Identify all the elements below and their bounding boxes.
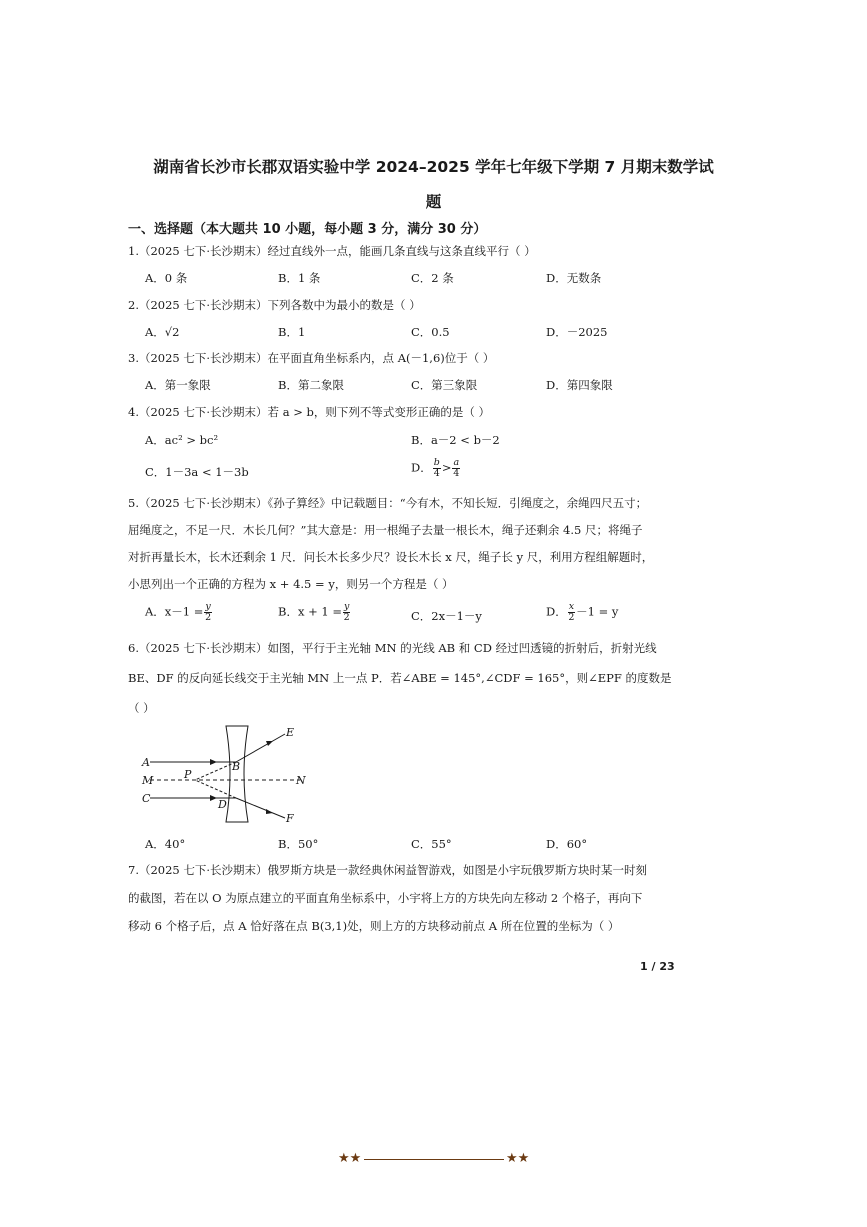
- question-5-line1: 5.（2025 七下·长沙期末）《孙子算经》中记载题目：“今有木，不知长短．引绳度之，余绳四尺五寸；: [128, 496, 648, 510]
- option-d-label: D．: [546, 604, 567, 619]
- fraction-denominator: 4: [433, 468, 440, 479]
- question-5-line4: 小思列出一个正确的方程为 x + 4.5 = y，则另一个方程是（ ）: [128, 577, 454, 591]
- question-6-option-d: D．60°: [546, 837, 588, 851]
- label-n: N: [296, 774, 306, 787]
- question-4-stem: 4.（2025 七下·长沙期末）若 a > b，则下列不等式变形正确的是（ ）: [128, 405, 491, 419]
- question-7-line2: 的截图，若在以 O 为原点建立的平面直角坐标系中，小宇将上方的方块先向左移动 2 个格子，再向下: [128, 891, 643, 905]
- ray-be: [236, 734, 285, 762]
- section-heading: 一、选择题（本大题共 10 小题，每小题 3 分，满分 30 分）: [128, 222, 487, 237]
- question-3-option-c: C．第三象限: [411, 378, 478, 392]
- question-5-option-d: [546, 602, 618, 623]
- question-4-option-c: C．1－3a < 1－3b: [145, 465, 249, 479]
- label-e: E: [286, 726, 295, 739]
- arrow-cd: [210, 795, 217, 801]
- fraction-numerator: a: [453, 457, 460, 468]
- question-2-option-d: D．－2025: [546, 325, 608, 339]
- question-5-option-b: [278, 602, 351, 623]
- question-1-option-c: C．2 条: [411, 271, 454, 285]
- arrow-ab: [210, 759, 217, 765]
- question-6-line3: （ ）: [128, 701, 155, 715]
- arrow-df: [266, 809, 273, 814]
- question-7-line1: 7.（2025 七下·长沙期末）俄罗斯方块是一款经典休闲益智游戏，如图是小宇玩俄罗斯方块时某一时刻: [128, 863, 648, 877]
- page-number: 1 / 23: [640, 960, 675, 973]
- label-p: P: [184, 768, 192, 781]
- option-a-text: A．x－1 =: [145, 604, 204, 619]
- question-4-option-a: A．ac² > bc²: [145, 433, 219, 447]
- question-3-option-b: B．第二象限: [278, 378, 344, 392]
- greater-than-sign: >: [441, 460, 452, 475]
- fraction-numerator: y: [205, 601, 211, 612]
- footer-decoration: [338, 1149, 530, 1169]
- question-4-option-d: [411, 458, 461, 479]
- question-3-option-a: A．第一象限: [145, 378, 211, 392]
- question-2-option-a: A．√2: [145, 325, 180, 339]
- ray-df: [236, 798, 285, 818]
- label-d: D: [218, 798, 227, 811]
- label-c: C: [142, 792, 151, 805]
- question-6-line2: BE、DF 的反向延长线交于主光轴 MN 上一点 P．若∠ABE = 145°,∠CDF = 165°，则∠EPF 的度数是: [128, 671, 672, 685]
- question-6-line1: 6.（2025 七下·长沙期末）如图，平行于主光轴 MN 的光线 AB 和 CD 经过凹透镜的折射后，折射光线: [128, 641, 657, 655]
- question-5-line2: 屈绳度之，不足一尺．木长几何？”其大意是：用一根绳子去量一根长木，绳子还剩余 4.5 尺；将绳子: [128, 523, 643, 537]
- concave-lens-diagram: [140, 722, 320, 827]
- footer-rule: [364, 1159, 504, 1160]
- fraction-denominator: 2: [343, 612, 350, 623]
- fraction-denominator: 4: [453, 468, 460, 479]
- option-b-text: B．x + 1 =: [278, 604, 342, 619]
- question-5-option-c: C．2x－1－y: [411, 609, 482, 623]
- question-4-option-b: B．a－2 < b－2: [411, 433, 500, 447]
- option-d-rest: －1 = y: [576, 604, 619, 619]
- question-2-option-c: C．0.5: [411, 325, 450, 339]
- fraction-denominator: 2: [205, 612, 212, 623]
- question-6-option-c: C．55°: [411, 837, 452, 851]
- fraction-numerator: x: [568, 601, 575, 612]
- label-f: F: [286, 812, 294, 825]
- question-7-line3: 移动 6 个格子后，点 A 恰好落在点 B(3,1)处，则上方的方块移动前点 A 所在位置的坐标为（ ）: [128, 919, 620, 933]
- question-2-stem: 2.（2025 七下·长沙期末）下列各数中为最小的数是（ ）: [128, 298, 421, 312]
- question-2-option-b: B．1: [278, 325, 306, 339]
- question-1-stem: 1.（2025 七下·长沙期末）经过直线外一点，能画几条直线与这条直线平行（ ）: [128, 244, 536, 258]
- exam-title-line2: 题: [425, 193, 442, 211]
- fraction-a-over-4: [452, 458, 460, 479]
- question-3-stem: 3.（2025 七下·长沙期末）在平面直角坐标系内，点 A(－1,6)位于（ ）: [128, 351, 495, 365]
- option-d-label: D．: [411, 460, 432, 475]
- question-3-option-d: D．第四象限: [546, 378, 613, 392]
- question-5-option-a: [145, 602, 213, 623]
- question-1-option-d: D．无数条: [546, 271, 602, 285]
- label-a: A: [142, 756, 150, 769]
- question-1-option-b: B．1 条: [278, 271, 321, 285]
- arrow-be: [266, 741, 273, 746]
- question-1-option-a: A．0 条: [145, 271, 188, 285]
- question-5-line3: 对折再量长木，长木还剩余 1 尺．问长木长多少尺？设长木长 x 尺，绳子长 y 尺，利用方程组解题时，: [128, 550, 654, 564]
- fraction-numerator: y: [344, 601, 350, 612]
- exam-title-line1: 湖南省长沙市长郡双语实验中学 2024–2025 学年七年级下学期 7 月期末数学试: [153, 158, 714, 176]
- fraction-y-over-2: [204, 602, 211, 623]
- label-m: M: [142, 774, 154, 787]
- fraction-y-over-2: [343, 602, 350, 623]
- fraction-x-over-2: [568, 602, 575, 623]
- star-icon: ★★: [338, 1151, 362, 1166]
- fraction-denominator: 2: [568, 612, 575, 623]
- star-icon: ★★: [506, 1151, 530, 1166]
- question-6-option-b: B．50°: [278, 837, 319, 851]
- question-6-option-a: A．40°: [145, 837, 186, 851]
- fraction-numerator: b: [433, 457, 440, 468]
- concave-lens-shape: [226, 726, 248, 822]
- fraction-b-over-4: [433, 458, 441, 479]
- label-b: B: [232, 760, 241, 773]
